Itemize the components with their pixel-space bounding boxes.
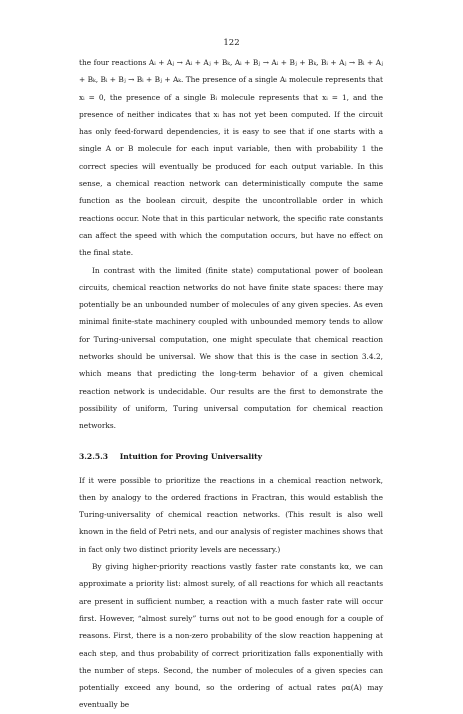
body-text <box>79 54 383 714</box>
section-title: Intuition for Proving Universality <box>119 451 263 461</box>
section-heading <box>79 451 383 463</box>
page-number: 122 <box>223 38 240 48</box>
paragraph-prioritize: If it were possible to prioritize the reactions in a chemical reaction network, then by analogy to the ordered fractions in Fractran, this would establish the Turing-universality of chemical reaction networks. (This result is also well known in the field of Petri nets, and our analysis of register machines shows that in fact only two distinct priority levels are necessary.) <box>79 475 383 554</box>
paragraph-computational-power: In contrast with the limited (finite state) computational power of boolean circuits, chemical reaction networks do not have finite state spaces: there may potentially be an unbounded number of molecules of any given species. As even minimal finite-state machinery coupled with unbounded memory tends to allow for Turing-universal computation, one might speculate that chemical reaction networks should be universal. We show that this is the case in section 3.4.2, which means that predicting the long-term behavior of a given chemical reaction network is undecidable. Our results are the first to demonstrate the possibility of uniform, Turing universal computation for chemical reaction networks. <box>79 265 383 431</box>
paragraph-rate-constants: By giving higher-priority reactions vastly faster rate constants kα, we can approximate a priority list: almost surely, of all reactions for which all reactants are present in sufficient number, a reaction with a much faster rate will occur first. However, “almost surely” turns out not to be good enough for a couple of reasons. First, there is a non-zero probability of the slow reaction happening at each step, and thus probability of correct prioritization falls exponentially with the number of steps. Second, the number of molecules of a given species can potentially exceed any bound, so the ordering of actual rates ρα(A) may eventually be <box>79 562 383 710</box>
paragraph-reactions: the four reactions Aᵢ + Aⱼ → Aᵢ + Aⱼ + Bₖ, Aᵢ + Bⱼ → Aᵢ + Bⱼ + Bₖ, Bᵢ + Aⱼ → Bᵢ + Aⱼ + Bₖ, Bᵢ + Bⱼ → Bᵢ + Bⱼ + Aₖ. The presence of a single Aᵢ molecule represents that xᵢ = 0, the presence of a single Bᵢ molecule represents that xᵢ = 1, and the presence of neither indicates that xᵢ has not yet been computed. If the circuit has only feed-forward dependencies, it is easy to see that if one starts with a single A or B molecule for each input variable, then with probability 1 the correct species will eventually be produced for each output variable. In this sense, a chemical reaction network can deterministically compute the same function as the boolean circuit, despite the uncontrollable order in which reactions occur. Note that in this particular network, the specific rate constants can affect the speed with which the computation occurs, but have no effect on the final state. <box>79 58 383 258</box>
section-number: 3.2.5.3 <box>79 451 109 461</box>
